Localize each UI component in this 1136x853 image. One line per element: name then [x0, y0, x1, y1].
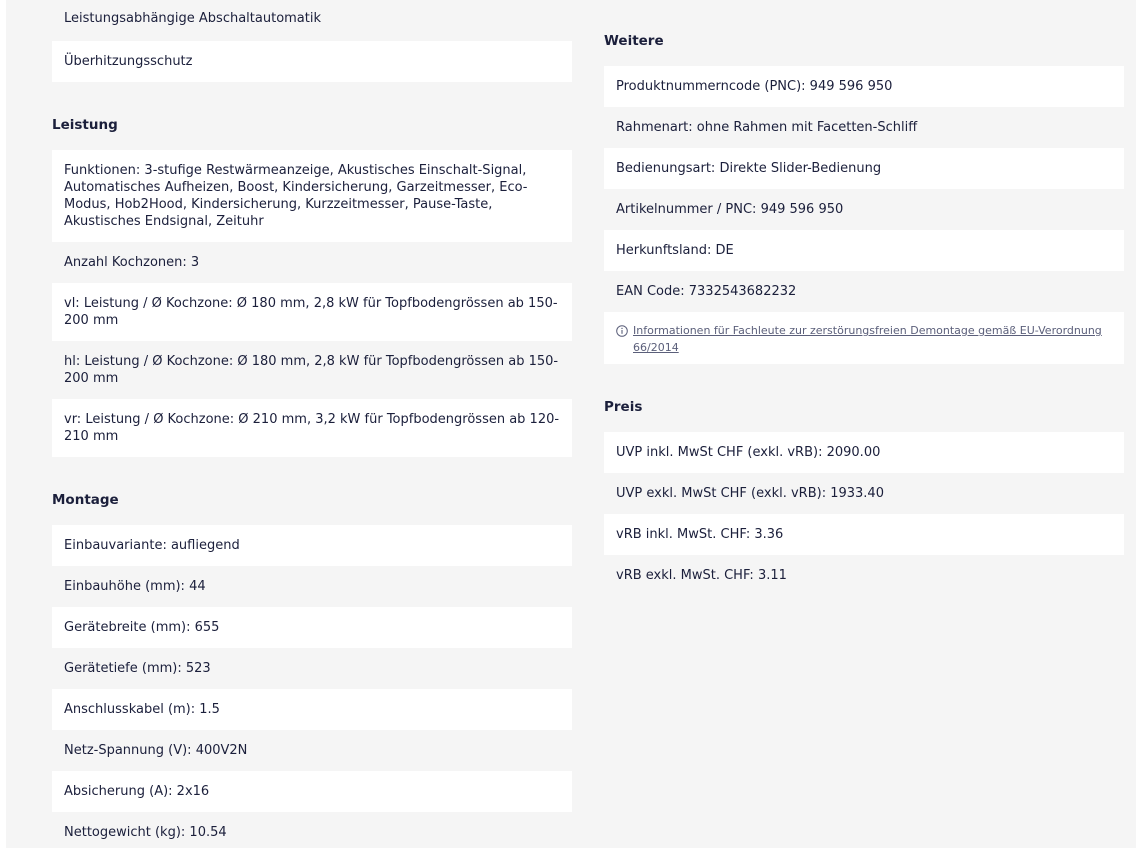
spec-row — [52, 341, 572, 399]
spec-row — [52, 150, 572, 242]
info-circle-icon — [616, 325, 628, 337]
spec-row-text: Funktionen: 3-stufige Restwärmeanzeige, Akustisches Einschalt-Signal, Automatisches Aufheizen, Boost, Kindersicherung, Garzeitmesser, Eco-Modus, Hob2Hood, Kindersicherung, Kurzzeitmesser, Pause-Taste, Akustisches Endsignal, Zeituhr — [64, 163, 528, 229]
spec-row — [52, 607, 572, 648]
preis-spec-list — [604, 432, 1124, 596]
spec-row — [52, 771, 572, 812]
spec-row-text: Netz-Spannung (V): 400V2N — [64, 743, 248, 758]
spec-row-text: EAN Code: 7332543682232 — [616, 284, 797, 299]
spec-row-text: Gerätebreite (mm): 655 — [64, 620, 220, 635]
spec-row — [604, 148, 1124, 189]
spec-row-text: Absicherung (A): 2x16 — [64, 784, 210, 799]
spec-row-text: vRB exkl. MwSt. CHF: 3.11 — [616, 568, 787, 583]
spec-row-text: Herkunftsland: DE — [616, 243, 734, 258]
spec-row — [52, 689, 572, 730]
section-title-weitere: Weitere — [604, 33, 664, 49]
spec-row — [52, 41, 572, 82]
leistung-spec-list — [52, 150, 572, 457]
spec-row-text: Anschlusskabel (m): 1.5 — [64, 702, 220, 717]
disassembly-info-link[interactable]: Informationen für Fachleute zur zerstörungsfreien Demontage gemäß EU-Verordnung 66/2014 — [633, 324, 1102, 354]
spec-row-text: Nettogewicht (kg): 10.54 — [64, 825, 227, 840]
spec-row — [604, 514, 1124, 555]
spec-row — [52, 812, 572, 853]
spec-row-text: Produktnummerncode (PNC): 949 596 950 — [616, 79, 893, 94]
right-column — [604, 0, 1124, 596]
spec-row-text: vr: Leistung / Ø Kochzone: Ø 210 mm, 3,2 kW für Topfbodengrössen ab 120-210 mm — [64, 412, 560, 444]
spec-row-text: Einbauvariante: aufliegend — [64, 538, 240, 553]
left-column — [52, 0, 572, 853]
spec-row — [52, 283, 572, 341]
spec-row — [52, 242, 572, 283]
spec-row-text: hl: Leistung / Ø Kochzone: Ø 180 mm, 2,8 kW für Topfbodengrössen ab 150-200 mm — [64, 354, 559, 386]
spec-row — [52, 648, 572, 689]
spec-row — [604, 189, 1124, 230]
spec-row-text: Leistungsabhängige Abschaltautomatik — [64, 11, 322, 26]
weitere-spec-list — [604, 66, 1124, 364]
spec-row — [604, 555, 1124, 596]
spec-row-text: UVP inkl. MwSt CHF (exkl. vRB): 2090.00 — [616, 445, 881, 460]
spec-row — [52, 0, 572, 41]
spec-row — [604, 66, 1124, 107]
spec-row-text: Rahmenart: ohne Rahmen mit Facetten-Schliff — [616, 120, 918, 135]
spec-row-text: Artikelnummer / PNC: 949 596 950 — [616, 202, 844, 217]
spec-page — [6, 0, 1136, 848]
spec-row-text: Anzahl Kochzonen: 3 — [64, 255, 200, 270]
spec-row-text: Bedienungsart: Direkte Slider-Bedienung — [616, 161, 882, 176]
montage-spec-list — [52, 525, 572, 853]
disassembly-info-row — [604, 312, 1124, 364]
spec-row-text: UVP exkl. MwSt CHF (exkl. vRB): 1933.40 — [616, 486, 884, 501]
top-spec-list — [52, 0, 572, 82]
spec-row — [604, 230, 1124, 271]
spec-row — [52, 399, 572, 457]
spec-row — [52, 730, 572, 771]
section-title-leistung: Leistung — [52, 117, 118, 133]
spec-row — [52, 566, 572, 607]
spec-row — [604, 473, 1124, 514]
section-title-preis: Preis — [604, 399, 643, 415]
spec-row — [52, 525, 572, 566]
spec-row-text: Gerätetiefe (mm): 523 — [64, 661, 211, 676]
spec-row-text: Überhitzungsschutz — [64, 54, 193, 69]
spec-row — [604, 107, 1124, 148]
spec-row — [604, 271, 1124, 312]
spec-row — [604, 432, 1124, 473]
section-title-montage: Montage — [52, 492, 119, 508]
spec-row-text: Einbauhöhe (mm): 44 — [64, 579, 206, 594]
spec-row-text: vl: Leistung / Ø Kochzone: Ø 180 mm, 2,8 kW für Topfbodengrössen ab 150-200 mm — [64, 296, 558, 328]
spec-row-text: vRB inkl. MwSt. CHF: 3.36 — [616, 527, 784, 542]
